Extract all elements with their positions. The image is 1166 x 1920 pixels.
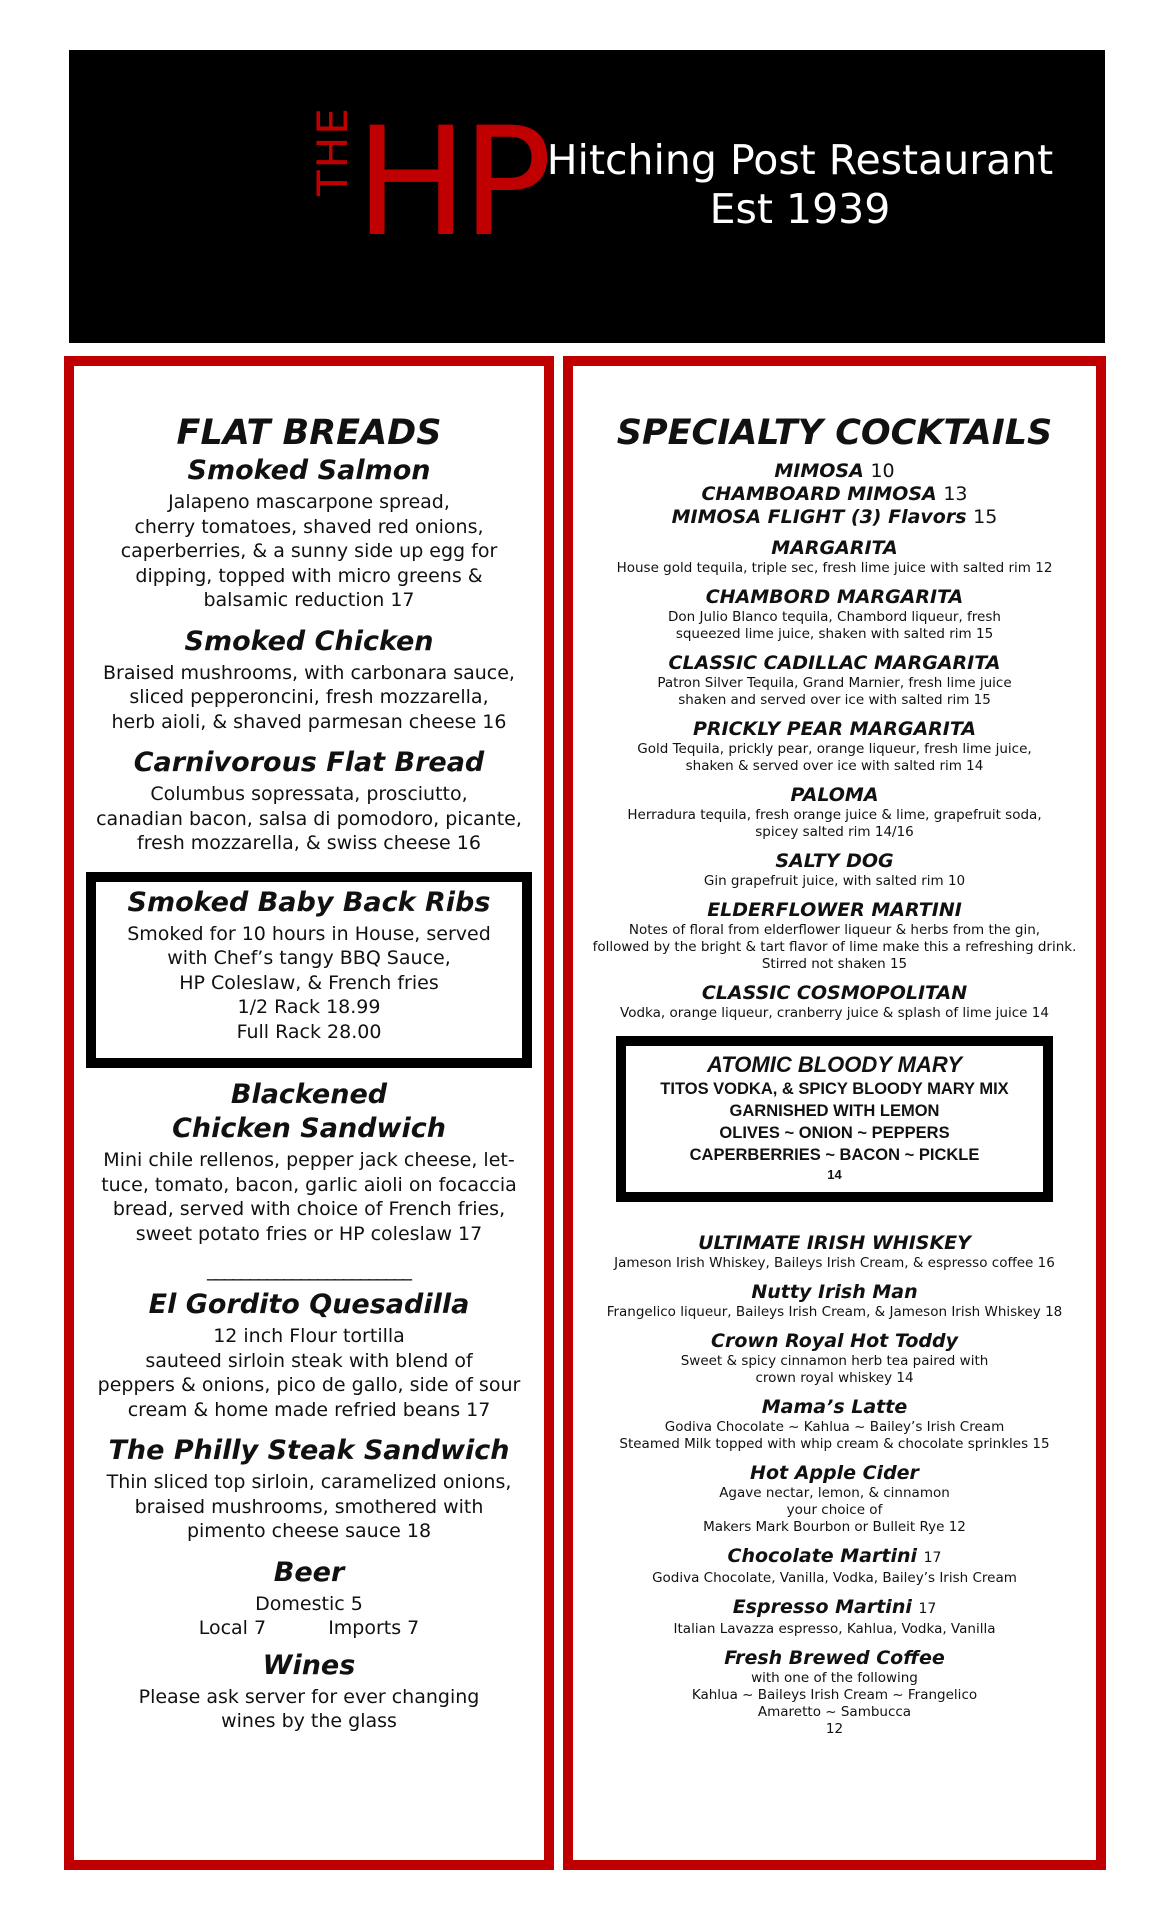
hot-drink-description-line: Makers Mark Bourbon or Bulleit Rye 12 [703,1519,966,1535]
bloody-mary-name: ATOMIC BLOODY MARY [706,1052,963,1077]
dish-description-line: Jalapeno mascarpone spread, [168,491,450,513]
dish-name: El Gordito Quesadilla [148,1289,470,1320]
hot-drink-name [573,1647,1096,1670]
cocktail-description [573,1005,1096,1022]
bloody-mary-line: TITOS VODKA, & SPICY BLOODY MARY MIX [660,1080,1009,1098]
ribs-description [106,922,512,1045]
dish-description-line: fresh mozzarella, & swiss cheese 16 [137,832,481,854]
sandwich-name-line2: Chicken Sandwich [172,1113,446,1144]
dish-description-line: dipping, topped with micro greens & [135,564,483,587]
hot-drink-description-line: Agave nectar, lemon, & cinnamon [719,1485,950,1501]
dish-description-line: cream & home made refried beans 17 [127,1398,491,1421]
bloody-mary-line: OLIVES ~ ONION ~ PEPPERS [719,1124,950,1142]
hot-drink-description [573,1304,1096,1321]
hot-drink-title: Hot Apple Cider [750,1462,919,1484]
dish-name: Smoked Chicken [184,625,434,657]
sandwich-line: sweet potato fries or HP coleslaw 17 [135,1222,483,1245]
cocktail-description [573,609,1096,643]
sandwich-name-line1: Blackened [230,1079,388,1110]
mimosa-price: 15 [973,506,998,528]
mimosa-name: MIMOSA FLIGHT (3) Flavors [671,506,967,528]
hot-drink-description [573,1670,1096,1738]
hot-drink-description-line: Sweet & spicy cinnamon herb tea paired with [680,1353,989,1369]
cocktail-list [573,537,1096,1022]
mimosa-item [573,506,1096,529]
dish-description-line: Columbus sopressata, prosciutto, [150,783,468,805]
hot-drink-description [573,1419,1096,1453]
hot-drink-name [573,1462,1096,1485]
food-panel [64,356,554,1870]
beer-local-imports [74,1616,544,1641]
cocktail-description-line: Stirred not shaken 15 [761,956,908,972]
hot-drink-title: Chocolate Martini [727,1545,918,1567]
hot-drink-description-line: with one of the following [751,1670,918,1686]
dish-description-line: Thin sliced top sirloin, caramelized onions, [106,1471,512,1493]
cocktail-name: ELDERFLOWER MARTINI [707,899,962,921]
sandwich-line: Mini chile rellenos, pepper jack cheese, let- [103,1149,515,1171]
cocktail-description-line: House gold tequila, triple sec, fresh lime juice with salted rim 12 [616,560,1053,576]
dish-name: Smoked Salmon [187,455,431,486]
sandwich-line: bread, served with choice of French fries, [112,1198,506,1220]
bloody-mary-line: GARNISHED WITH LEMON [729,1102,940,1120]
dish-description-line: braised mushrooms, smothered with [134,1495,484,1518]
restaurant-name: Hitching Post Restaurant [546,136,1054,184]
divider-line: ________________________ [207,1259,411,1281]
hot-drink-description-line: Godiva Chocolate ~ Kahlua ~ Bailey’s Irish Cream [664,1419,1005,1435]
food-column [74,366,544,1746]
dish-description-line: peppers & onions, pico de gallo, side of sour [97,1374,521,1396]
dish-description-line: Braised mushrooms, with carbonara sauce, [103,661,515,684]
dish-description-line: 12 inch Flour tortilla [213,1325,405,1347]
cocktail-description-line: Gin grapefruit juice, with salted rim 10 [703,873,966,889]
dish-description-line: balsamic reduction 17 [203,589,415,611]
wines-line: Please ask server for ever changing [138,1685,480,1708]
ribs-line: HP Coleslaw, & French fries [179,971,439,994]
ribs-line: 1/2 Rack 18.99 [237,996,381,1018]
hot-drink-name [573,1281,1096,1304]
flat-breads-title: FLAT BREADS [176,413,442,453]
drinks-column [573,366,1096,1747]
hot-drink-name [573,1330,1096,1353]
wines-line: wines by the glass [221,1710,397,1732]
dish-name: Carnivorous Flat Bread [133,747,485,778]
established-year: Est 1939 [709,185,891,233]
hot-drink-title: ULTIMATE IRISH WHISKEY [698,1232,971,1254]
hot-drink-description [573,1570,1096,1587]
ribs-line: Full Rack 28.00 [236,1020,382,1043]
dish-description [74,661,544,735]
mimosa-name: CHAMBOARD MIMOSA [701,483,937,505]
cocktail-name: CHAMBORD MARGARITA [705,586,964,608]
cocktail-description-line: shaken and served over ice with salted rim 15 [678,692,991,708]
dish-description-line: herb aioli, & shaved parmesan cheese 16 [111,710,507,733]
hot-drink-description-line: Frangelico liqueur, Baileys Irish Cream, & Jameson Irish Whiskey 18 [606,1304,1063,1320]
logo-hp: HP [355,96,547,270]
cocktail-description [573,922,1096,973]
cocktail-description-line: spicey salted rim 14/16 [755,824,914,840]
flat-breads-list [74,454,544,856]
cocktail-description [573,675,1096,709]
cocktail-description-line: Gold Tequila, prickly pear, orange liqueur, fresh lime juice, [637,741,1032,757]
sandwich-line: tuce, tomato, bacon, garlic aioli on focaccia [101,1173,517,1196]
hot-drink-price: 17 [918,1601,937,1617]
cocktail-name: CLASSIC CADILLAC MARGARITA [668,652,1001,674]
bloody-mary-line: CAPERBERRIES ~ BACON ~ PICKLE [689,1146,980,1164]
bloody-mary-description [632,1078,1037,1166]
cocktail-name: MARGARITA [771,537,898,559]
hot-drink-description-line: Amaretto ~ Sambucca [757,1704,912,1720]
beer-prices [74,1592,544,1641]
ribs-line: Smoked for 10 hours in House, served [127,922,491,945]
logo-the: THE [308,106,357,196]
mimosa-item [573,460,1096,483]
cocktail-description-line: Vodka, orange liqueur, cranberry juice & splash of lime juice 14 [620,1005,1049,1021]
cocktail-description-line: shaken & served over ice with salted rim 14 [685,758,984,774]
more-items-list [74,1288,544,1544]
beer-imports: Imports 7 [328,1617,420,1639]
hot-drink-description [573,1353,1096,1387]
hot-drink-description [573,1485,1096,1536]
hot-drinks-list [573,1232,1096,1738]
dish-description-line: cherry tomatoes, shaved red onions, [134,515,484,538]
ribs-line: with Chef’s tangy BBQ Sauce, [167,947,451,969]
mimosa-price: 10 [870,460,895,482]
beer-local: Local 7 [198,1617,267,1639]
hot-drink-title: Crown Royal Hot Toddy [711,1330,958,1352]
dish-description [74,1470,544,1544]
cocktail-description [573,873,1096,890]
mimosa-name: MIMOSA [774,460,864,482]
dish-description [74,1324,544,1422]
cocktail-description-line: Notes of floral from elderflower liqueur & herbs from the gin, [628,922,1041,938]
dish-description-line: pimento cheese sauce 18 [186,1520,432,1542]
wines-description [74,1685,544,1734]
cocktail-name: SALTY DOG [775,850,894,872]
hot-drink-title: Fresh Brewed Coffee [724,1647,945,1669]
cocktail-name: PRICKLY PEAR MARGARITA [692,718,977,740]
dish-name: The Philly Steak Sandwich [108,1435,510,1466]
beer-domestic: Domestic 5 [255,1592,363,1615]
hot-drink-description-line: Italian Lavazza espresso, Kahlua, Vodka, Vanilla [673,1621,996,1637]
cocktail-description-line: Don Julio Blanco tequila, Chambord liqueur, fresh [668,609,1001,625]
cocktail-name: PALOMA [790,784,879,806]
cocktail-description-line: Patron Silver Tequila, Grand Marnier, fresh lime juice [657,675,1012,691]
hot-drink-description-line: crown royal whiskey 14 [755,1370,914,1386]
bloody-mary-box [616,1036,1053,1202]
hot-drink-description [573,1621,1096,1638]
drinks-panel [563,356,1106,1870]
hot-drink-title: Mama’s Latte [761,1396,908,1418]
cocktail-name: CLASSIC COSMOPOLITAN [701,982,968,1004]
dish-description [74,782,544,856]
hot-drink-description-line: Kahlua ~ Baileys Irish Cream ~ Frangelico [691,1687,978,1703]
mimosa-item [573,483,1096,506]
hot-drink-title: Espresso Martini [732,1596,912,1618]
sandwich-description [74,1148,544,1246]
beer-title: Beer [273,1556,345,1588]
bloody-mary-price: 14 [827,1167,842,1182]
hot-drink-description [573,1255,1096,1272]
cocktail-description [573,560,1096,577]
hot-drink-title: Nutty Irish Man [751,1281,918,1303]
dish-description-line: canadian bacon, salsa di pomodoro, picante, [96,807,522,830]
mimosa-price: 13 [943,483,968,505]
hot-drink-name [573,1596,1096,1621]
cocktail-description-line: followed by the bright & tart flavor of lime make this a refreshing drink. [592,939,1077,955]
hot-drink-description-line: Godiva Chocolate, Vanilla, Vodka, Bailey’s Irish Cream [652,1570,1017,1586]
dish-description-line: sliced pepperoncini, fresh mozzarella, [129,686,489,708]
hot-drink-description-line: Jameson Irish Whiskey, Baileys Irish Cream, & espresso coffee 16 [614,1255,1055,1271]
hot-drink-price: 17 [923,1550,942,1566]
hot-drink-description-line: your choice of [786,1502,883,1518]
ribs-box [86,872,532,1069]
hot-drink-name [573,1545,1096,1570]
dish-description-line: sauteed sirloin steak with blend of [145,1349,473,1372]
dish-description [74,490,544,613]
cocktail-description [573,741,1096,775]
cocktail-description [573,807,1096,841]
hot-drink-description-line: 12 [825,1721,844,1737]
hot-drink-description-line: Steamed Milk topped with whip cream & chocolate sprinkles 15 [619,1436,1050,1452]
ribs-name: Smoked Baby Back Ribs [127,886,491,918]
cocktail-description-line: Herradura tequila, fresh orange juice & lime, grapefruit soda, [627,807,1042,823]
cocktails-title: SPECIALTY COCKTAILS [616,413,1053,453]
dish-description-line: caperberries, & a sunny side up egg for [120,540,498,562]
hot-drink-name [573,1396,1096,1419]
mimosa-list [573,460,1096,529]
cocktail-description-line: squeezed lime juice, shaken with salted rim 15 [675,626,994,642]
wines-title: Wines [262,1649,356,1681]
hot-drink-name [573,1232,1096,1255]
